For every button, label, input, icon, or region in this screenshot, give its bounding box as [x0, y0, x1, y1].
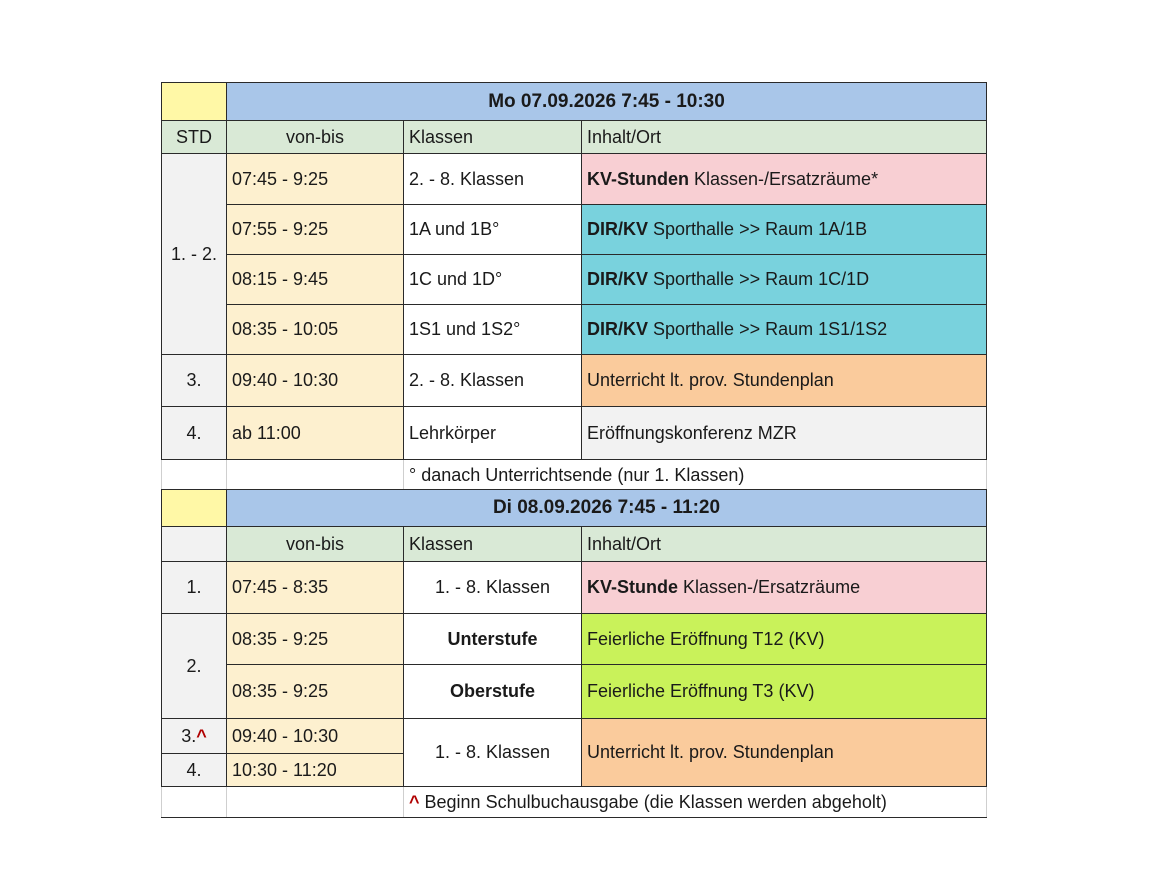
- content-cell: [582, 154, 987, 205]
- note-spacer: [227, 787, 404, 818]
- monday-title-row: [162, 83, 987, 121]
- table-row: [162, 719, 987, 754]
- table-row: [162, 665, 987, 719]
- content-cell: [582, 205, 987, 255]
- period-cell: 4.: [162, 407, 227, 460]
- content-cell: Eröffnungskonferenz MZR: [582, 407, 987, 460]
- classes-cell: Unterstufe: [404, 614, 582, 665]
- content-cell: Unterricht lt. prov. Stundenplan: [582, 719, 987, 787]
- note-spacer: [227, 460, 404, 491]
- content-cell: [582, 562, 987, 614]
- tuesday-title-row: [162, 490, 987, 527]
- table-row: [162, 355, 987, 407]
- table-row: [162, 305, 987, 355]
- content-text: Sporthalle >> Raum 1C/1D: [648, 269, 870, 289]
- table-row: [162, 154, 987, 205]
- table-row: [162, 614, 987, 665]
- period-cell: 2.: [162, 614, 227, 719]
- tuesday-schedule-table: [161, 489, 987, 818]
- time-cell: 08:35 - 10:05: [227, 305, 404, 355]
- classes-cell: 1. - 8. Klassen: [404, 562, 582, 614]
- time-cell: 08:35 - 9:25: [227, 614, 404, 665]
- period-cell: 3.: [162, 355, 227, 407]
- classes-column-header: Klassen: [404, 121, 582, 154]
- note-spacer: [162, 460, 227, 491]
- time-cell: 07:45 - 8:35: [227, 562, 404, 614]
- content-text: Sporthalle >> Raum 1S1/1S2: [648, 319, 888, 339]
- monday-footnote: ° danach Unterrichtsende (nur 1. Klassen): [404, 460, 987, 491]
- classes-cell: 1A und 1B°: [404, 205, 582, 255]
- time-cell: 09:40 - 10:30: [227, 355, 404, 407]
- monday-note-row: [162, 460, 987, 491]
- table-row: [162, 255, 987, 305]
- note-spacer: [162, 787, 227, 818]
- content-cell: Unterricht lt. prov. Stundenplan: [582, 355, 987, 407]
- content-bold: DIR/KV: [587, 319, 649, 339]
- classes-column-header: Klassen: [404, 527, 582, 562]
- time-cell: 08:15 - 9:45: [227, 255, 404, 305]
- tuesday-column-header-row: [162, 527, 987, 562]
- content-cell: [582, 305, 987, 355]
- caret-marker: ^: [196, 725, 207, 746]
- period-cell: 1.: [162, 562, 227, 614]
- time-column-header: von-bis: [227, 121, 404, 154]
- std-column-header: STD: [162, 121, 227, 154]
- content-bold: KV-Stunde: [587, 577, 679, 597]
- time-cell: 08:35 - 9:25: [227, 665, 404, 719]
- classes-cell: 1. - 8. Klassen: [404, 719, 582, 787]
- time-column-header: von-bis: [227, 527, 404, 562]
- time-cell: ab 11:00: [227, 407, 404, 460]
- time-cell: 07:45 - 9:25: [227, 154, 404, 205]
- content-text: Sporthalle >> Raum 1A/1B: [648, 219, 868, 239]
- tuesday-title: Di 08.09.2026 7:45 - 11:20: [227, 490, 987, 527]
- content-column-header: Inhalt/Ort: [582, 527, 987, 562]
- monday-title: Mo 07.09.2026 7:45 - 10:30: [227, 83, 987, 121]
- content-bold: KV-Stunden: [587, 168, 689, 189]
- content-cell: Feierliche Eröffnung T3 (KV): [582, 665, 987, 719]
- classes-cell: Lehrkörper: [404, 407, 582, 460]
- content-text: Klassen-/Ersatzräume*: [689, 168, 879, 189]
- std-column-header: [162, 527, 227, 562]
- classes-cell: Oberstufe: [404, 665, 582, 719]
- classes-cell: 2. - 8. Klassen: [404, 355, 582, 407]
- table-row: [162, 562, 987, 614]
- content-cell: [582, 255, 987, 305]
- period-number: 3.: [181, 725, 197, 746]
- time-cell: 10:30 - 11:20: [227, 754, 404, 787]
- tuesday-corner-cell: [162, 490, 227, 527]
- monday-schedule-table: [161, 82, 987, 491]
- time-cell: 09:40 - 10:30: [227, 719, 404, 754]
- content-text: Klassen-/Ersatzräume: [678, 577, 861, 597]
- monday-corner-cell: [162, 83, 227, 121]
- table-row: [162, 205, 987, 255]
- classes-cell: 2. - 8. Klassen: [404, 154, 582, 205]
- content-bold: DIR/KV: [587, 269, 649, 289]
- tuesday-footnote: [404, 787, 987, 818]
- classes-cell: 1C und 1D°: [404, 255, 582, 305]
- tuesday-note-row: [162, 787, 987, 818]
- footnote-text: Beginn Schulbuchausgabe (die Klassen werden abgeholt): [419, 791, 887, 812]
- period-cell: 4.: [162, 754, 227, 787]
- period-cell: [162, 719, 227, 754]
- classes-cell: 1S1 und 1S2°: [404, 305, 582, 355]
- time-cell: 07:55 - 9:25: [227, 205, 404, 255]
- content-bold: DIR/KV: [587, 219, 649, 239]
- content-column-header: Inhalt/Ort: [582, 121, 987, 154]
- table-row: [162, 407, 987, 460]
- period-cell: 1. - 2.: [162, 154, 227, 355]
- caret-marker: ^: [409, 791, 420, 812]
- monday-column-header-row: [162, 121, 987, 154]
- content-cell: Feierliche Eröffnung T12 (KV): [582, 614, 987, 665]
